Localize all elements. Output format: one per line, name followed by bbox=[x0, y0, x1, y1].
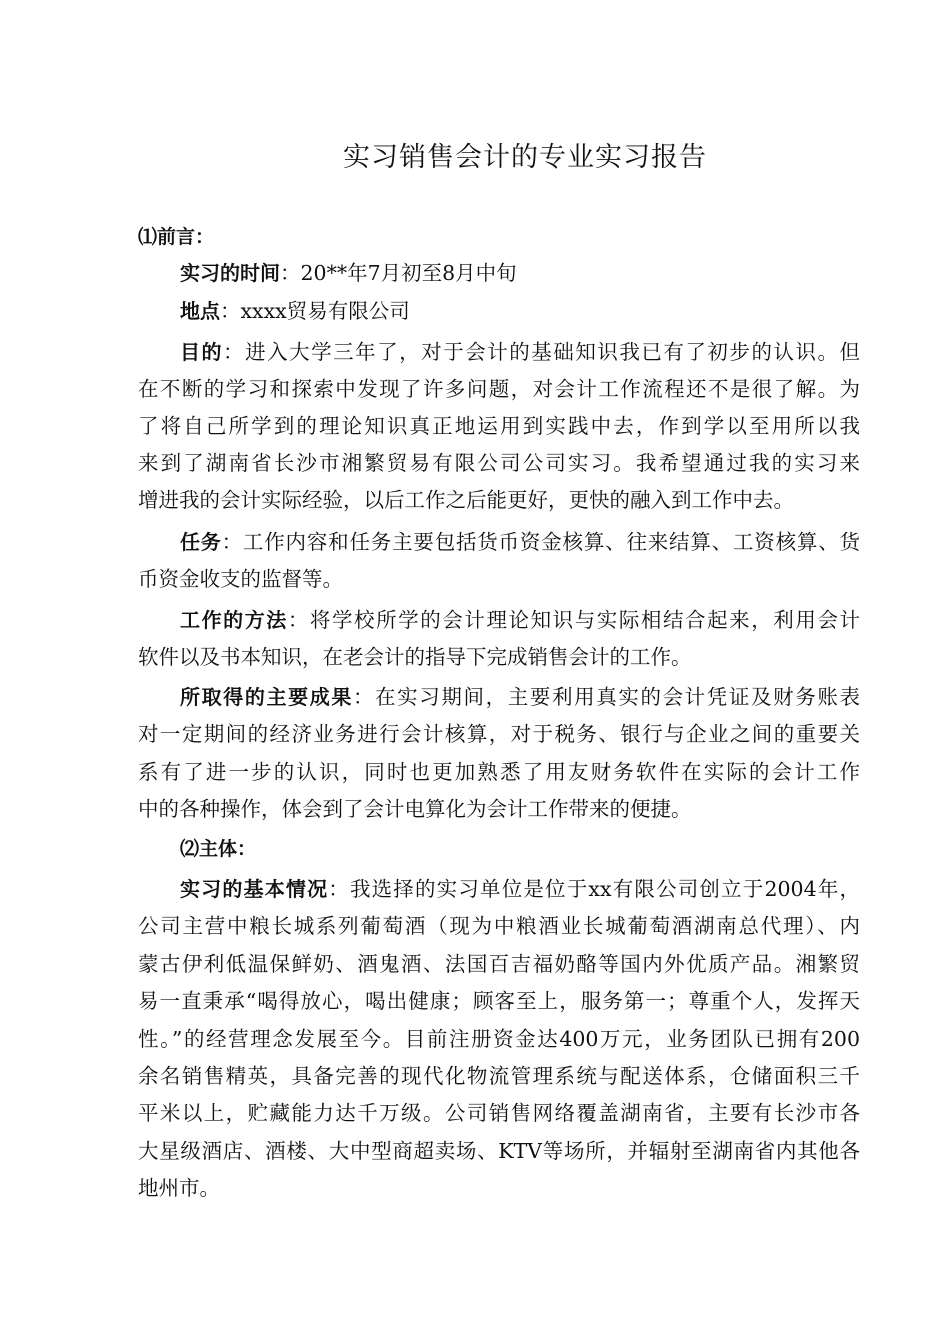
task-label: 任务 bbox=[180, 530, 222, 554]
paragraph-results-line: 中的各种操作，体会到了会计电算化为会计工作带来的便捷。 bbox=[138, 797, 692, 821]
paragraph-purpose-line: 了将自己所学到的理论知识真正地运用到实践中去，作到学以至用所以我 bbox=[138, 414, 860, 438]
paragraph-basic-line: 公司主营中粮长城系列葡萄酒（现为中粮酒业长城葡萄酒湖南总代理）、内 bbox=[138, 914, 860, 938]
task-text: ：工作内容和任务主要包括货币资金核算、往来结算、工资核算、货 bbox=[221, 530, 860, 554]
purpose-label: 目的 bbox=[180, 340, 224, 364]
section-heading-body: ⑵主体： bbox=[180, 838, 257, 860]
method-text: ：将学校所学的会计理论知识与实际相结合起来，利用会计 bbox=[287, 608, 860, 632]
paragraph-basic-line: 地州市。 bbox=[138, 1176, 220, 1200]
paragraph-results-line: 系有了进一步的认识，同时也更加熟悉了用友财务软件在实际的会计工作 bbox=[138, 760, 860, 784]
paragraph-time bbox=[180, 258, 860, 288]
paragraph-basic-line: 性。”的经营理念发展至今。目前注册资金达400万元，业务团队已拥有200 bbox=[138, 1027, 860, 1051]
basic-text: ：我选择的实习单位是位于xx有限公司创立于2004年， bbox=[328, 877, 860, 901]
paragraph-method-line bbox=[180, 605, 860, 635]
paragraph-purpose-line: 增进我的会计实际经验，以后工作之后能更好，更快的融入到工作中去。 bbox=[138, 488, 794, 512]
paragraph-results-line bbox=[180, 682, 860, 712]
paragraph-basic-line: 蒙古伊利低温保鲜奶、酒鬼酒、法国百吉福奶酪等国内外优质产品。湘繁贸 bbox=[138, 952, 860, 976]
paragraph-basic-line: 平米以上，贮藏能力达千万级。公司销售网络覆盖湖南省，主要有长沙市各 bbox=[138, 1101, 860, 1125]
paragraph-basic-line bbox=[180, 874, 860, 904]
paragraph-place bbox=[180, 296, 860, 326]
paragraph-purpose-line: 在不断的学习和探索中发现了许多问题，对会计工作流程还不是很了解。为 bbox=[138, 377, 860, 401]
paragraph-purpose-line: 来到了湖南省长沙市湘繁贸易有限公司公司实习。我希望通过我的实习来 bbox=[138, 451, 860, 475]
method-label: 工作的方法 bbox=[180, 608, 288, 632]
paragraph-purpose-line bbox=[180, 337, 860, 367]
paragraph-basic-line: 余名销售精英，具备完善的现代化物流管理系统与配送体系，仓储面积三千 bbox=[138, 1064, 860, 1088]
place-label: 地点 bbox=[180, 299, 220, 323]
paragraph-basic-line: 易一直秉承“喝得放心，喝出健康；顾客至上，服务第一；尊重个人，发挥天 bbox=[138, 989, 860, 1013]
paragraph-basic-line: 大星级酒店、酒楼、大中型商超卖场、KTV等场所，并辐射至湖南省内其他各 bbox=[138, 1139, 860, 1163]
section-heading-preface: ⑴前言： bbox=[138, 226, 215, 248]
paragraph-task-line bbox=[180, 527, 860, 557]
time-value: ：20**年7月初至8月中旬 bbox=[280, 261, 517, 285]
results-label: 所取得的主要成果 bbox=[180, 685, 353, 709]
paragraph-results-line: 对一定期间的经济业务进行会计核算，对于税务、银行与企业之间的重要关 bbox=[138, 722, 860, 746]
place-value: ：xxxx贸易有限公司 bbox=[220, 299, 410, 323]
time-label: 实习的时间 bbox=[180, 261, 280, 285]
paragraph-task-line: 币资金收支的监督等。 bbox=[138, 567, 343, 591]
results-text: ：在实习期间，主要利用真实的会计凭证及财务账表 bbox=[352, 685, 860, 709]
purpose-text: ：进入大学三年了，对于会计的基础知识我已有了初步的认识。但 bbox=[223, 340, 860, 364]
paragraph-method-line: 软件以及书本知识，在老会计的指导下完成销售会计的工作。 bbox=[138, 645, 692, 669]
basic-label: 实习的基本情况 bbox=[180, 877, 329, 901]
document-title: 实习销售会计的专业实习报告 bbox=[343, 142, 707, 173]
